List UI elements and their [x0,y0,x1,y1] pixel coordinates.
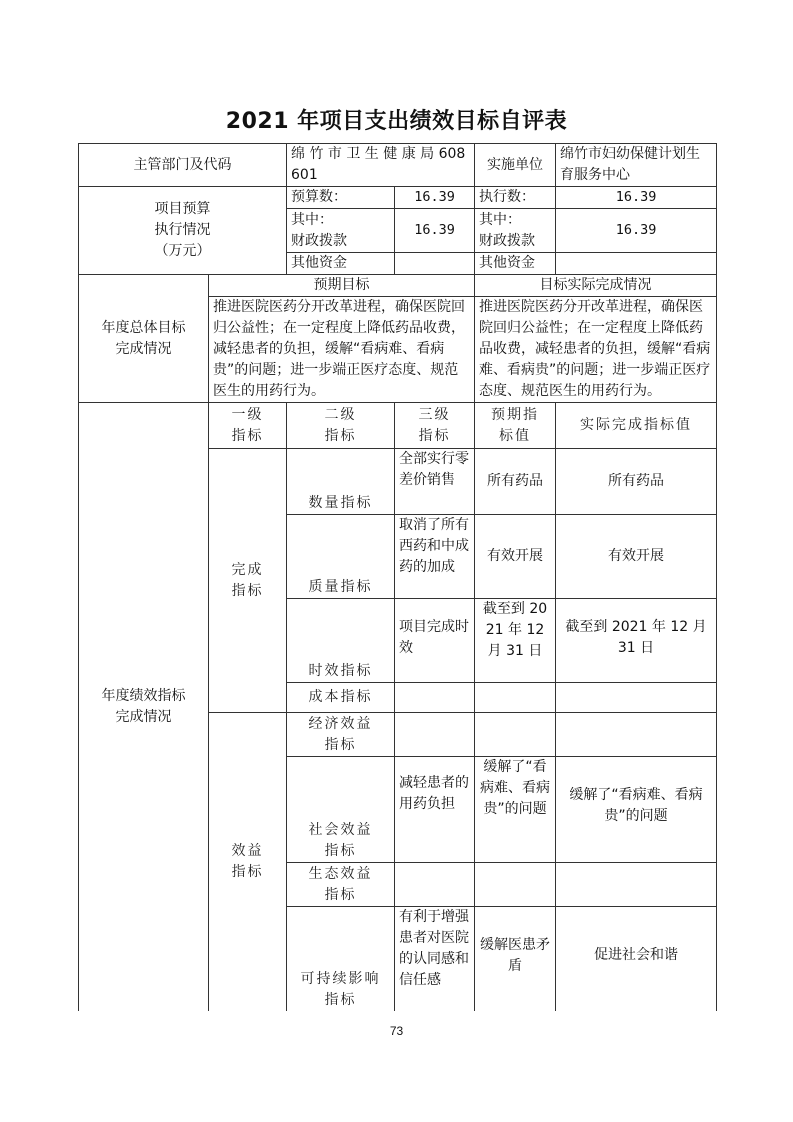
fin-left-label-cell [287,209,395,253]
completion-label-a: 完成 [231,561,264,578]
fin-right-label-cell [475,209,556,253]
budget-amount-value-cell [395,187,475,209]
goal-actual-text-cell [475,297,717,403]
fin-left-label-1: 其中： [291,211,333,228]
impl-label-cell [475,144,556,187]
header-level2-cell [287,403,395,449]
header-level1-b: 指标 [231,427,264,444]
budget-label-line2: 执行情况 [154,222,211,238]
indicators-label-line1: 年度绩效指标 [101,687,186,704]
social-expected-cell [475,757,556,863]
quality-level2-cell [287,515,395,599]
economic-level2-b: 指标 [324,736,357,753]
goal-expected-header: 预期目标 [313,277,370,293]
goal-actual-header: 目标实际完成情况 [539,277,652,293]
impl-label: 实施单位 [487,156,544,173]
sustainable-expected: 缓解医患矛盾 [480,937,551,974]
quantity-level2-cell [287,449,395,515]
budget-amount-value: 16.39 [414,189,455,205]
social-level2-b: 指标 [324,843,357,859]
economic-expected-cell [475,713,556,757]
header-level1-cell [209,403,287,449]
sustainable-actual: 促进社会和谐 [594,947,679,963]
quality-level3-cell [395,515,475,599]
other-left-label-cell [287,253,395,275]
other-right-label: 其他资金 [479,255,536,271]
header-level2-a: 二级 [324,406,357,423]
header-level2-b: 指标 [324,427,357,444]
cost-expected-cell [475,683,556,713]
timeliness-level3-cell [395,599,475,683]
performance-table [78,143,717,1011]
budget-amount-label: 预算数： [291,189,347,205]
economic-level2-cell [287,713,395,757]
exec-amount-label: 执行数： [479,189,536,205]
other-left-label: 其他资金 [291,255,347,271]
ecological-level2-a: 生态效益 [308,865,373,882]
social-level3-cell [395,757,475,863]
economic-actual-cell [556,713,717,757]
goal-label-cell [79,275,209,403]
dept-value-cell [287,144,475,187]
fin-left-value-cell [395,209,475,253]
timeliness-actual-cell [556,599,717,683]
exec-amount-value: 16.39 [615,189,657,205]
quantity-expected-cell [475,449,556,515]
benefit-label-b: 指标 [231,863,264,880]
sustainable-expected-cell [475,907,556,1011]
other-left-value-cell [395,253,475,275]
header-actual-cell [556,403,717,449]
quality-actual-cell [556,515,717,599]
economic-level3-cell [395,713,475,757]
other-right-value-cell [556,253,717,275]
page-title: 2021 年项目支出绩效目标自评表 [225,109,568,134]
timeliness-level2-cell [287,599,395,683]
ecological-level3-cell [395,863,475,907]
goal-actual-header-cell [475,275,717,297]
social-level2-a: 社会效益 [308,822,373,838]
budget-amount-label-cell [287,187,395,209]
fin-right-label-1: 其中： [479,211,522,228]
indicators-label-line2: 完成情况 [115,708,172,725]
quantity-level2: 数量指标 [308,495,373,511]
quantity-level3: 全部实行零差价销售 [399,451,469,488]
timeliness-expected-cell [475,599,556,683]
quality-level2: 质量指标 [308,579,373,595]
dept-value: 绵 竹 市 卫 生 健 康 局 608601 [291,146,466,183]
ecological-actual-cell [556,863,717,907]
social-level3: 减轻患者的用药负担 [399,775,469,812]
exec-amount-value-cell [556,187,717,209]
quantity-actual-cell [556,449,717,515]
budget-label-cell [79,187,287,275]
header-level3-b: 指标 [418,427,451,444]
quality-level3: 取消了所有西药和中成药的加成 [399,517,469,575]
fin-left-label-2: 财政拨款 [291,232,347,249]
sustainable-actual-cell [556,907,717,1011]
quantity-level3-cell [395,449,475,515]
timeliness-expected: 截至到 2021 年 12 月 31 日 [482,601,548,659]
exec-amount-label-cell [475,187,556,209]
benefit-label-cell [209,713,287,1011]
quantity-expected: 所有药品 [487,473,544,489]
completion-label-cell [209,449,287,713]
ecological-expected-cell [475,863,556,907]
cost-level2-cell [287,683,395,713]
impl-value: 绵竹市妇幼保健计划生育服务中心 [560,146,701,183]
sustainable-level3: 有利于增强患者对医院的认同感和信任感 [399,909,469,988]
ecological-level2-b: 指标 [324,886,357,903]
quality-actual: 有效开展 [608,548,665,564]
dept-label-cell [79,144,287,187]
sustainable-level3-cell [395,907,475,1011]
budget-label-line3: （万元） [154,243,211,259]
goal-expected-text: 推进医院医药分开改革进程，确保医院回归公益性；在一定程度上降低药品收费，减轻患者的负担，缓解“看病难、看病贵”的问题；进一步端正医疗态度、规范医生的用药行为。 [213,299,465,399]
header-expected-b: 标值 [499,427,532,444]
fin-right-label-2: 财政拨款 [479,232,536,249]
economic-level2-a: 经济效益 [308,715,373,732]
benefit-label-a: 效益 [231,842,264,859]
sustainable-level2-b: 指标 [324,991,357,1008]
goal-actual-text: 推进医院医药分开改革进程，确保医院回归公益性；在一定程度上降低药品收费，减轻患者的负担，缓解“看病难、看病贵”的问题；进一步端正医疗态度、规范医生的用药行为。 [479,299,711,399]
social-actual-cell [556,757,717,863]
sustainable-level2-a: 可持续影响 [300,970,381,987]
cost-actual-cell [556,683,717,713]
completion-label-b: 指标 [231,582,264,599]
header-level1-a: 一级 [231,406,264,423]
timeliness-level2: 时效指标 [308,663,373,679]
fin-right-value-cell [556,209,717,253]
header-expected-cell [475,403,556,449]
social-actual: 缓解了“看病难、看病贵”的问题 [569,787,703,824]
page-number: 73 [389,1024,404,1038]
header-level3-cell [395,403,475,449]
goal-label-line2: 完成情况 [115,340,172,357]
ecological-level2-cell [287,863,395,907]
goal-expected-header-cell [209,275,475,297]
dept-label: 主管部门及代码 [133,156,232,173]
quality-expected: 有效开展 [487,548,544,564]
sustainable-level2-cell [287,907,395,1011]
fin-left-value: 16.39 [414,222,455,238]
timeliness-actual: 截至到 2021 年 12 月 31 日 [565,619,707,656]
quantity-actual: 所有药品 [608,473,665,489]
other-right-label-cell [475,253,556,275]
social-expected: 缓解了“看病难、看病贵”的问题 [480,759,551,817]
quality-expected-cell [475,515,556,599]
goal-expected-text-cell [209,297,475,403]
fin-right-value: 16.39 [615,222,657,238]
budget-label-line1: 项目预算 [154,201,211,217]
social-level2-cell [287,757,395,863]
impl-value-cell [556,144,717,187]
cost-level2: 成本指标 [308,689,373,705]
goal-label-line1: 年度总体目标 [101,319,186,336]
cost-level3-cell [395,683,475,713]
header-actual: 实际完成指标值 [580,417,693,433]
header-expected-a: 预期指 [491,406,540,423]
timeliness-level3: 项目完成时效 [399,619,469,656]
header-level3-a: 三级 [418,406,451,423]
indicators-label-cell [79,403,209,1011]
